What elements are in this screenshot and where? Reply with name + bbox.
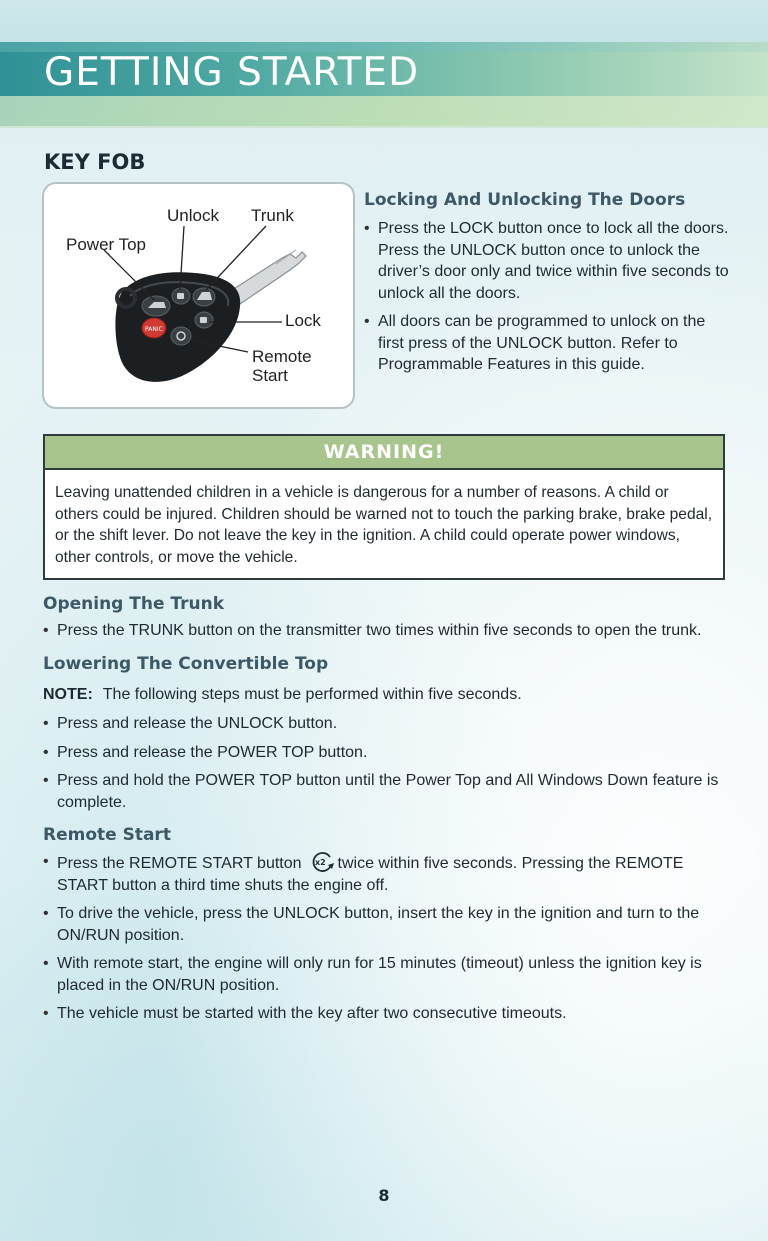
note-line — [43, 684, 733, 706]
warning-text: Leaving unattended children in a vehicle is dangerous for a number of reasons. A child or others could be injured. Children should be warned not to touch the parking brake, brake pedal, or the shift lever. Do not leave the key in the ignition. A child could operate power windows, other controls, or move the vehicle. — [55, 484, 713, 567]
section-title: KEY FOB — [44, 150, 146, 174]
remote-start-label-line2: Start — [252, 366, 288, 385]
trunk-list — [43, 620, 733, 642]
key-fob-figure — [42, 182, 355, 409]
note-text: The following steps must be performed within five seconds. — [102, 685, 522, 703]
page-number: 8 — [378, 1186, 390, 1205]
list-item — [43, 851, 733, 896]
locking-section — [364, 190, 734, 383]
remote-start-icon — [308, 851, 336, 873]
key-blade — [229, 250, 306, 304]
lock-label: Lock — [285, 311, 321, 330]
header-stripe — [0, 96, 768, 126]
remote-start-text-before: Press the REMOTE START button — [57, 855, 302, 872]
convertible-list — [43, 713, 733, 813]
remote-start-list — [43, 851, 733, 1025]
warning-title: WARNING! — [323, 441, 445, 463]
list-item: • Press and release the POWER TOP button. — [43, 742, 733, 764]
unlock-label: Unlock — [167, 206, 219, 225]
locking-list — [364, 218, 734, 376]
locking-heading: Locking And Unlocking The Doors — [364, 190, 686, 210]
note-label: NOTE: — [43, 685, 93, 703]
list-item: • Press the TRUNK button on the transmitter two times within five seconds to open the trunk. — [43, 620, 733, 642]
remote-start-heading: Remote Start — [43, 825, 171, 845]
list-item: • The vehicle must be started with the key after two consecutive timeouts. — [43, 1003, 733, 1025]
warning-box — [43, 434, 725, 580]
list-item: • To drive the vehicle, press the UNLOCK button, insert the key in the ignition and turn to the ON/RUN position. — [43, 903, 733, 946]
lower-content — [43, 594, 733, 1032]
convertible-heading: Lowering The Convertible Top — [43, 653, 329, 674]
trunk-label: Trunk — [251, 206, 294, 225]
trunk-heading: Opening The Trunk — [43, 594, 225, 614]
list-item: • Press and release the UNLOCK button. — [43, 713, 733, 735]
list-item: • All doors can be programmed to unlock on the first press of the UNLOCK button. Refer to Programmable Features in this guide. — [364, 311, 734, 376]
panic-button-label: PANIC — [145, 326, 163, 333]
power-top-label: Power Top — [66, 235, 147, 254]
remote-start-text-after: twice within five seconds. Pressing the REMOTE START button a third time shuts the engine off. — [57, 855, 684, 894]
page-title: GETTING STARTED — [44, 50, 420, 95]
remote-start-icon-text: x2 — [314, 858, 326, 867]
list-item: • Press the LOCK button once to lock all the doors. Press the UNLOCK button once to unlock the driver’s door only and twice within five seconds to unlock all the doors. — [364, 218, 734, 304]
warning-header — [45, 436, 723, 470]
list-item: • With remote start, the engine will only run for 15 minutes (timeout) unless the ignition key is placed in the ON/RUN position. — [43, 953, 733, 996]
remote-start-label-line1: Remote — [252, 347, 312, 366]
list-item: • Press and hold the POWER TOP button until the Power Top and All Windows Down feature is complete. — [43, 770, 733, 813]
